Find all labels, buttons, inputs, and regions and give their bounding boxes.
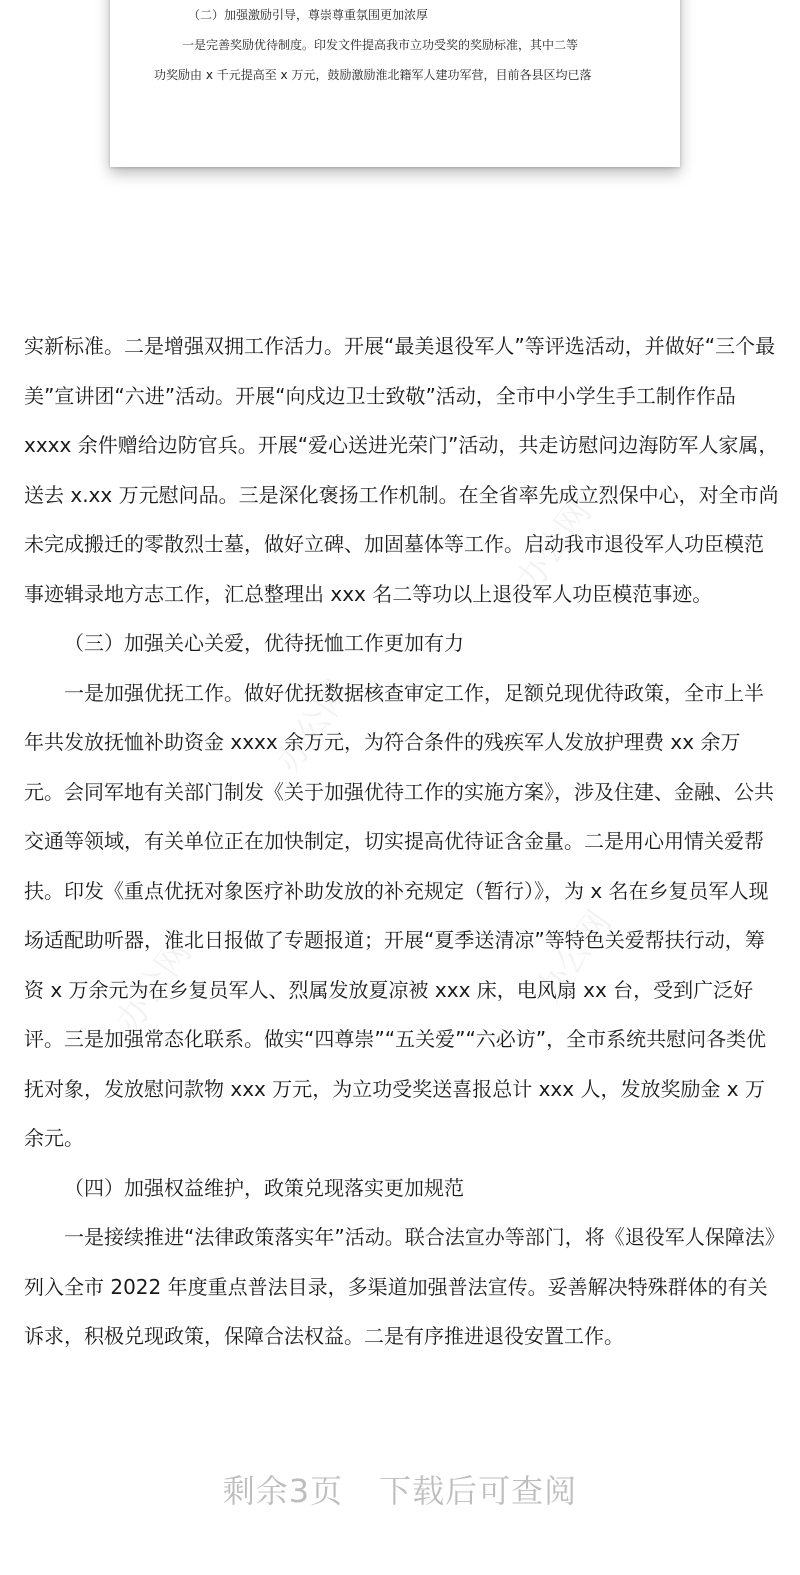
paragraph: 一是接续推进“法律政策落实年”活动。联合法宣办等部门，将《退役军人保障法》列入全市 2022 年度重点普法目录，多渠道加强普法宣传。妥善解决特殊群体的有关诉求，积极兑现政策，保障合法权益。二是有序推进退役安置工作。 [24, 1225, 775, 1348]
download-to-view-text: 下载后可查阅 [379, 1472, 578, 1510]
preview-section-heading: （二）加强激励引导，尊崇尊重氛围更加浓厚 [188, 8, 429, 22]
watermark: 办公网 [268, 673, 360, 780]
preview-page-card [110, 0, 680, 167]
watermark: 办公网 [108, 933, 200, 1040]
preview-paragraph-line: 一是完善奖励优待制度。印发文件提高我市立功受奖的奖励标准，其中二等 [182, 38, 579, 52]
paragraph-continuation: 实新标准。二是增强双拥工作活力。开展“最美退役军人”等评选活动，并做好“三个最美”宣讲团“六进”活动。开展“向戍边卫士致敬”活动，全市中小学生手工制作作品 xxxx 余件赠给边防官兵。开展“爱心送进光荣门”活动，共走访慰问边海防军人家属，送去 x.xx 万元慰问品。三是深化褒扬工作机制。在全省率先成立烈保中心，对全市尚未完成搬迁的零散烈士墓，做好立碑、加固墓体等工作。启动我市退役军人功臣模范事迹辑录地方志工作，汇总整理出 xxx 名二等功以上退役军人功臣模范事迹。 [24, 334, 779, 606]
section-heading-3: （三）加强关心关爱，优待抚恤工作更加有力 [64, 631, 464, 655]
paragraph: 一是加强优抚工作。做好优抚数据核查审定工作，足额兑现优待政策，全市上半年共发放抚恤补助资金 xxxx 余万元，为符合条件的残疾军人发放护理费 xx 余万元。会同军地有关部门制发《关于加强优待工作的实施方案》，涉及住建、金融、公共交通等领域，有关单位正在加快制定，切实提高优待证含金量。二是用心用情关爱帮扶。印发《重点优抚对象医疗补助发放的补充规定（暂行）》，为 x 名在乡复员军人现场适配助听器，淮北日报做了专题报道；开展“夏季送清凉”等特色关爱帮扶行动，筹资 x 万余元为在乡复员军人、烈属发放夏凉被 xxx 床，电风扇 xx 台，受到广泛好评。三是加强常态化联系。做实“四尊崇”“五关爱”“六必访”，全市系统共慰问各类优抚对象，发放慰问款物 xxx 万元，为立功受奖送喜报总计 xxx 人，发放奖励金 x 万余元。 [24, 680, 774, 1150]
remaining-pages-text: 剩余3页 [222, 1472, 344, 1510]
preview-paragraph-line: 功奖励由 x 千元提高至 x 万元，鼓励激励淮北籍军人建功军营，目前各县区均已落 [154, 68, 592, 82]
download-prompt[interactable] [0, 1466, 800, 1512]
watermark: 办公网 [528, 903, 620, 1010]
section-heading-4: （四）加强权益维护，政策兑现落实更加规范 [64, 1175, 464, 1200]
watermark: 办公网 [508, 493, 600, 600]
document-body [24, 322, 780, 1362]
